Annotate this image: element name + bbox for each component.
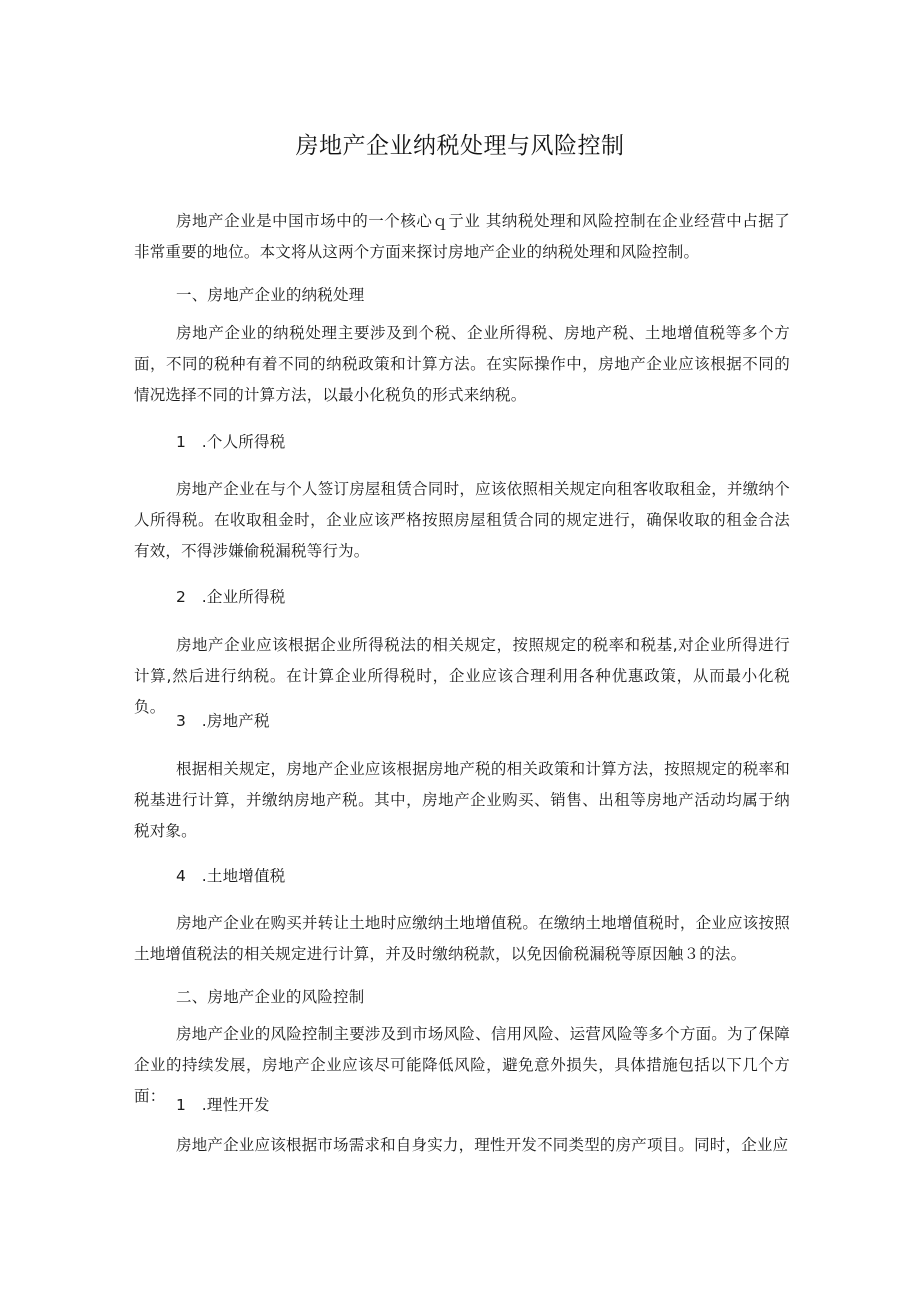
section-1-heading: 一、房地产企业的纳税处理 [176,286,365,304]
item-2-heading: 2 .企业所得税 [176,588,286,606]
section-2-item-1-heading: 1 .理性开发 [176,1096,270,1114]
item-4-heading: 4 .土地增值税 [176,867,286,885]
section-2-heading: 二、房地产企业的风险控制 [176,988,365,1006]
item-1-paragraph: 房地产企业在与个人签订房屋租赁合同时，应该依照相关规定向租客收取租金，并缴纳个人所得税。在收取租金时，企业应该严格按照房屋租赁合同的规定进行，确保收取的租金合法有效，不得涉嫌偷税漏税等行为。 [134,480,790,560]
section-1-intro-paragraph: 房地产企业的纳税处理主要涉及到个税、企业所得税、房地产税、土地增值税等多个方面，不同的税种有着不同的纳税政策和计算方法。在实际操作中，房地产企业应该根据不同的情况选择不同的计算方法，以最小化税负的形式来纳税。 [134,324,790,404]
item-1-heading: 1 .个人所得税 [176,433,286,451]
item-3-heading: 3 .房地产税 [176,712,270,730]
section-2-item-1-paragraph: 房地产企业应该根据市场需求和自身实力，理性开发不同类型的房产项目。同时，企业应 [176,1136,789,1154]
document-title: 房地产企业纳税处理与风险控制 [295,133,625,159]
item-4-paragraph: 房地产企业在购买并转让土地时应缴纳土地增值税。在缴纳土地增值税时，企业应该按照土地增值税法的相关规定进行计算，并及时缴纳税款，以免因偷税漏税等原因触３的法。 [134,914,790,963]
item-2-paragraph: 房地产企业应该根据企业所得税法的相关规定，按照规定的税率和税基,对企业所得进行计算,然后进行纳税。在计算企业所得税时，企业应该合理利用各种优惠政策，从而最小化税负。 [134,636,790,716]
item-3-paragraph: 根据相关规定，房地产企业应该根据房地产税的相关政策和计算方法，按照规定的税率和税基进行计算，并缴纳房地产税。其中，房地产企业购买、销售、出租等房地产活动均属于纳税对象。 [134,760,790,840]
section-2-intro-paragraph: 房地产企业的风险控制主要涉及到市场风险、信用风险、运营风险等多个方面。为了保障企业的持续发展，房地产企业应该尽可能降低风险，避免意外损失，具体措施包括以下几个方面： [134,1025,790,1105]
intro-paragraph: 房地产企业是中国市场中的一个核心ｑ亍业 其纳税处理和风险控制在企业经营中占据了非常重要的地位。本文将从这两个方面来探讨房地产企业的纳税处理和风险控制。 [134,212,790,261]
